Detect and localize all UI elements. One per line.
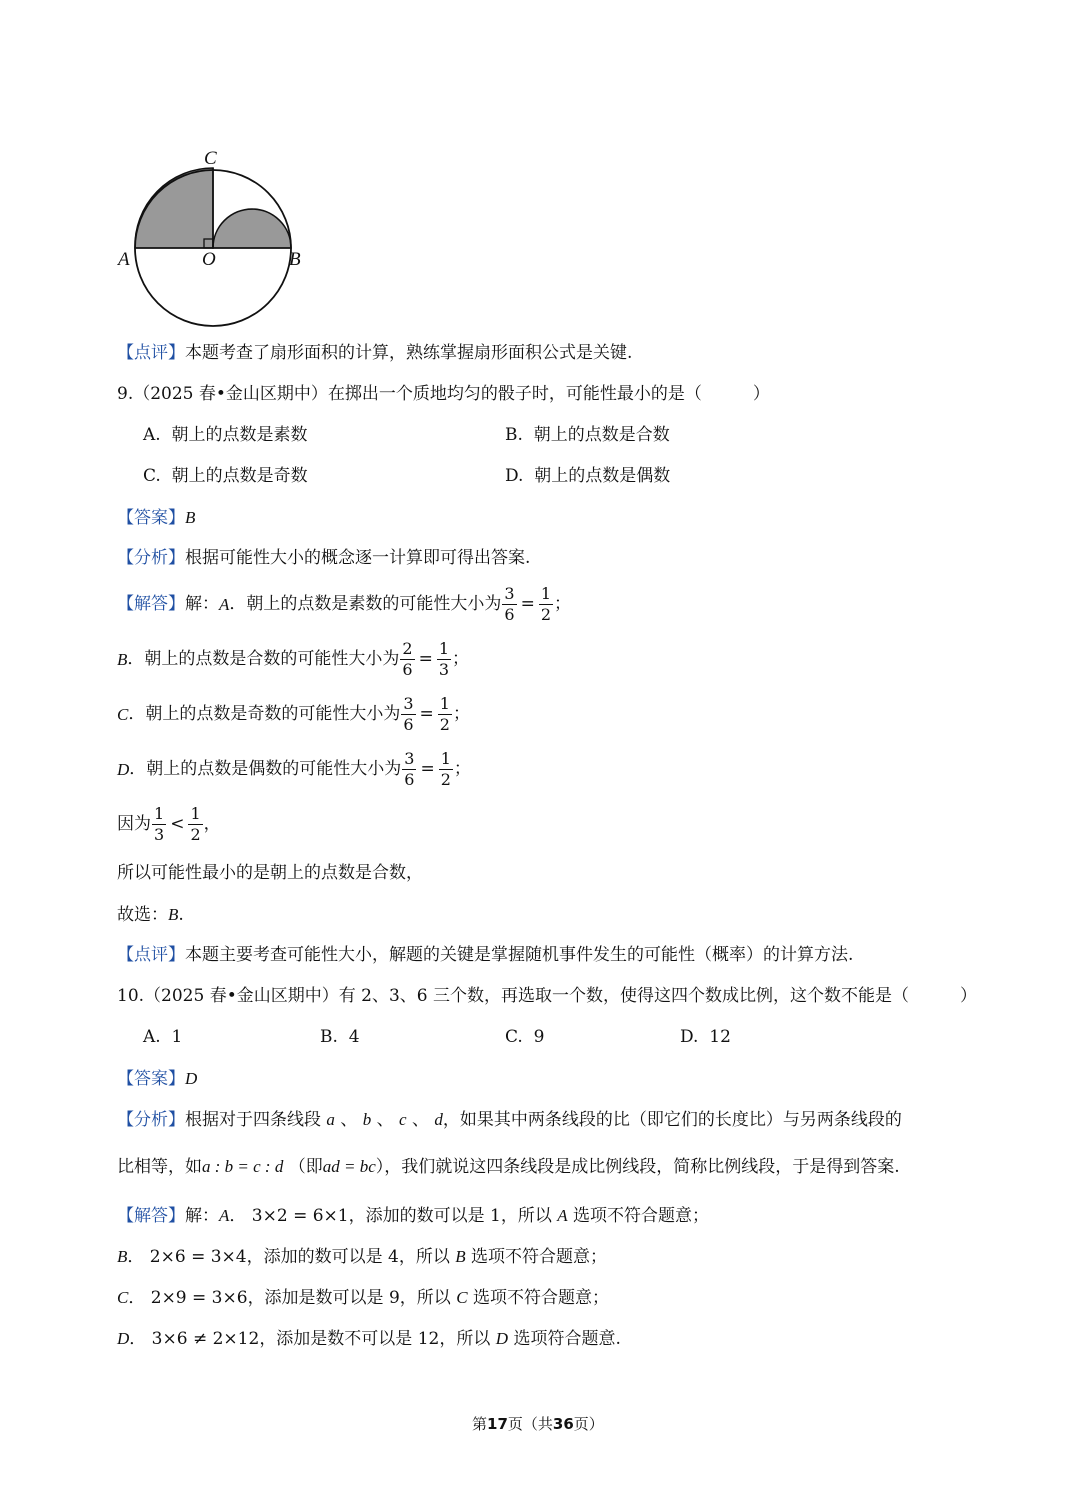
q10-solution-line-c: C． 2×9 = 3×6，添加是数可以是 9，所以 C 选项不符合题意；: [117, 1288, 609, 1308]
q10-stem: [117, 988, 977, 1005]
q9-solution-line-c: C．朝上的点数是奇数的可能性大小为 $\frac{3}{6}$ = $\frac{1}{2}$ ；: [117, 694, 470, 734]
q9-option-b: B. 朝上的点数是合数: [505, 425, 670, 445]
q9-source: （2025 春•金山区期中）: [133, 384, 328, 404]
fraction: $\frac{1}{2}$: [540, 584, 552, 624]
fraction: $\frac{1}{3}$: [154, 804, 165, 844]
analysis-tag: 分析: [134, 548, 168, 568]
q10-solution-line-d: D． 3×6 ≠ 2×12，添加是数不可以是 12，所以 D 选项符合题意.: [117, 1329, 621, 1349]
review-tag: 点评: [134, 343, 168, 363]
page-footer: 第17页（共36页）: [472, 1415, 604, 1433]
fraction: $\frac{3}{6}$: [504, 584, 515, 624]
q9-review-line: 【点评】本题主要考查可能性大小，解题的关键是掌握随机事件发生的可能性（概率）的计算方法.: [117, 945, 854, 965]
q10-analysis-line1: 【分析】根据对于四条线段 a 、 b 、 c 、 d，如果其中两条线段的比（即它们的长度比）与另两条线段的: [117, 1110, 902, 1130]
label-o: O: [202, 249, 216, 270]
q9-solution-line-a: 【解答】解：A．朝上的点数是素数的可能性大小为 $\frac{3}{6}$ = $\frac{1}{2}$ ；: [117, 584, 572, 624]
q9-choose-line: 故选：B.: [117, 905, 184, 925]
q10-analysis-line2: 比相等，如a : b = c : d （即ad = bc），我们就说这四条线段是成比例线段，简称比例线段，于是得到答案.: [117, 1157, 900, 1177]
review-tag: 点评: [134, 945, 168, 965]
q9-so-line: 所以可能性最小的是朝上的点数是合数，: [117, 863, 423, 883]
prev-review-line: [117, 345, 632, 362]
q9-answer-value: B: [185, 508, 196, 527]
fraction: $\frac{1}{2}$: [439, 694, 450, 734]
q9-analysis-text: 根据可能性大小的概念逐一计算即可得出答案.: [185, 548, 531, 568]
geometry-figure: [110, 145, 310, 335]
q9-solution-line-d: D．朝上的点数是偶数的可能性大小为 $\frac{3}{6}$ = $\frac{1}{2}$ ；: [117, 749, 471, 789]
q9-stem: [117, 386, 770, 403]
q10-option-a: A. 1: [143, 1027, 183, 1047]
q10-solution-line-b: B． 2×6 = 3×4，添加的数可以是 4，所以 B 选项不符合题意；: [117, 1247, 608, 1267]
tag-bracket-right: 】: [168, 343, 185, 363]
q9-option-c: C. 朝上的点数是奇数: [143, 466, 308, 486]
fraction: $\frac{1}{2}$: [440, 749, 451, 789]
fraction: $\frac{2}{6}$: [402, 639, 413, 679]
q10-option-b: B. 4: [320, 1027, 360, 1047]
q9-number: 9.: [117, 384, 134, 404]
q9-review-text: 本题主要考查可能性大小，解题的关键是掌握随机事件发生的可能性（概率）的计算方法.: [185, 945, 854, 965]
label-b: B: [289, 249, 301, 270]
tag-bracket-left: 【: [117, 343, 134, 363]
q9-because-line: 因为 $\frac{1}{3}$ < $\frac{1}{2}$ ，: [117, 804, 221, 844]
q10-stem-text: 有 2、3、6 三个数，再选取一个数，使得这四个数成比例，这个数不能是（ ）: [338, 986, 978, 1006]
q9-option-d: D. 朝上的点数是偶数: [505, 466, 671, 486]
review-text: 本题考查了扇形面积的计算，熟练掌握扇形面积公式是关键.: [185, 343, 633, 363]
q10-option-d: D. 12: [680, 1027, 731, 1047]
fraction: $\frac{1}{3}$: [438, 639, 450, 679]
q10-option-c: C. 9: [505, 1027, 545, 1047]
q10-answer-value: D: [185, 1069, 198, 1088]
shaded-semicircle: [213, 209, 291, 248]
q9-analysis-line: 【分析】根据可能性大小的概念逐一计算即可得出答案.: [117, 548, 531, 568]
label-c: C: [204, 148, 217, 169]
solution-tag: 解答: [134, 1206, 168, 1226]
q10-number: 10.: [117, 986, 145, 1006]
fraction: $\frac{1}{2}$: [190, 804, 201, 844]
answer-tag: 答案: [134, 508, 168, 528]
total-pages: 36: [552, 1415, 574, 1433]
q10-solution-line-a: 【解答】解：A． 3×2 = 6×1，添加的数可以是 1，所以 A 选项不符合题意；: [117, 1206, 710, 1226]
q10-answer-line: 【答案】D: [117, 1069, 198, 1089]
q10-source: （2025 春•金山区期中）: [144, 986, 339, 1006]
q9-answer-line: 【答案】B: [117, 508, 196, 528]
page-number: 17: [487, 1415, 508, 1433]
answer-tag: 答案: [134, 1069, 168, 1089]
fraction: $\frac{3}{6}$: [403, 694, 414, 734]
solution-tag: 解答: [134, 594, 168, 614]
analysis-tag: 分析: [134, 1110, 168, 1130]
q9-option-a: A. 朝上的点数是素数: [143, 425, 308, 445]
label-a: A: [118, 249, 130, 270]
q9-stem-text: 在掷出一个质地均匀的骰子时，可能性最小的是（ ）: [327, 384, 770, 404]
fraction: $\frac{3}{6}$: [404, 749, 415, 789]
q9-solution-line-b: B．朝上的点数是合数的可能性大小为 $\frac{2}{6}$ = $\frac{1}{3}$ ；: [117, 639, 470, 679]
